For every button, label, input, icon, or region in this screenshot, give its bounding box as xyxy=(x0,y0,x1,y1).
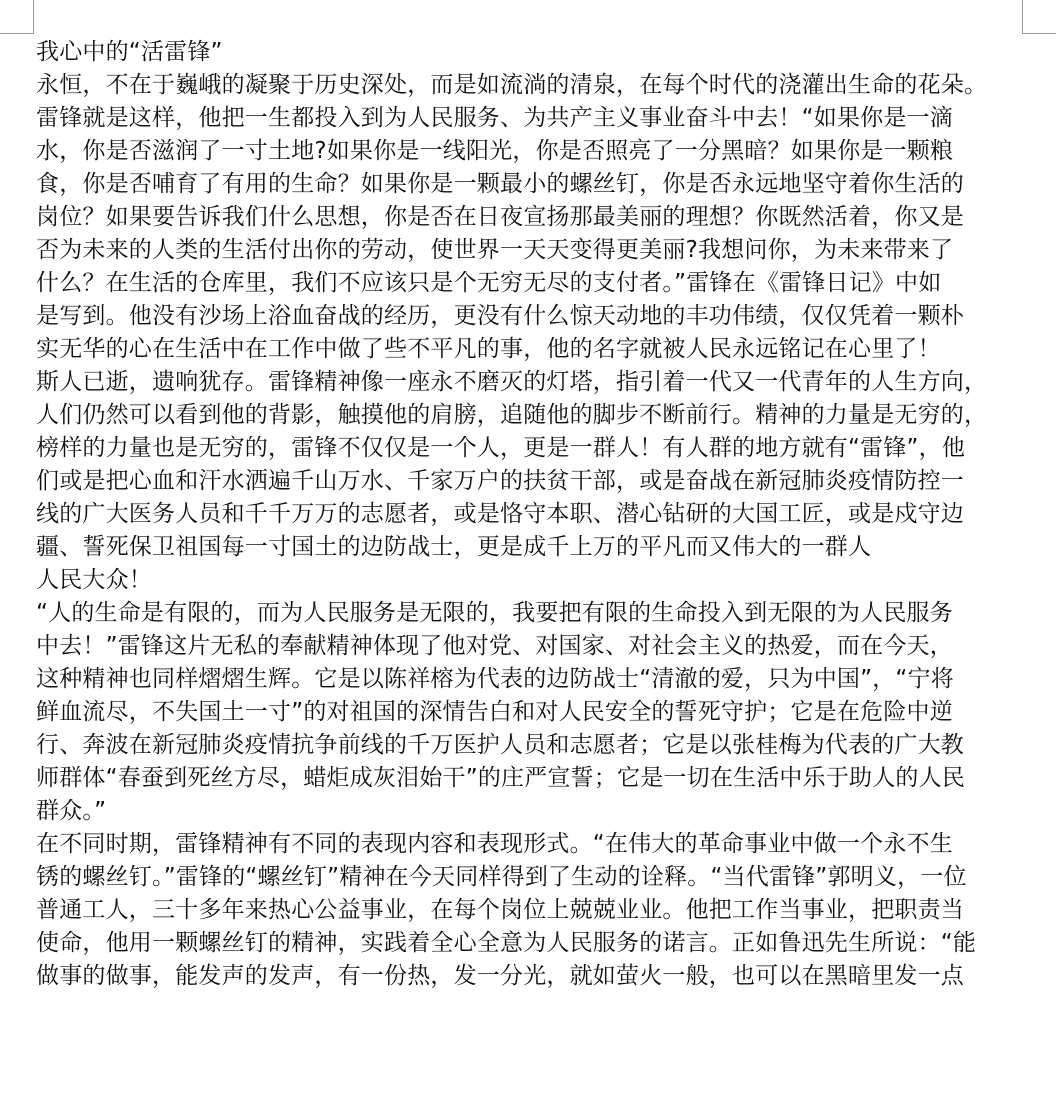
text-line: 行、奔波在新冠肺炎疫情抗争前线的千万医护人员和志愿者；它是以张桂梅为代表的广大教 xyxy=(36,732,964,758)
text-line: 岗位？如果要告诉我们什么思想，你是否在日夜宣扬那最美丽的理想？你既然活着，你又是 xyxy=(36,204,964,230)
text-line: 水，你是否滋润了一寸土地?如果你是一线阳光，你是否照亮了一分黑暗？如果你是一颗粮 xyxy=(36,138,954,164)
page-corner-mark-right xyxy=(1022,0,1056,34)
text-line: 普通工人，三十多年来热心公益事业，在每个岗位上兢兢业业。他把工作当事业，把职责当 xyxy=(36,897,964,923)
text-line: 使命，他用一颗螺丝钉的精神，实践着全心全意为人民服务的诺言。正如鲁迅先生所说：“能 xyxy=(36,930,977,956)
paragraph-3 xyxy=(36,564,1024,597)
paragraph-4 xyxy=(36,597,1024,828)
text-line: 雷锋就是这样，他把一生都投入到为人民服务、为共产主义事业奋斗中去！“如果你是一滴 xyxy=(36,105,953,131)
paragraph-5 xyxy=(36,828,1024,993)
text-line: “人的生命是有限的，而为人民服务是无限的，我要把有限的生命投入到无限的为人民服务 xyxy=(36,600,953,626)
document-title: 我心中的“活雷锋” xyxy=(36,39,223,65)
text-line: 永恒，不在于巍峨的凝聚于历史深处，而是如流淌的清泉，在每个时代的浇灌出生命的花朵。 xyxy=(36,72,988,98)
text-line: 人们仍然可以看到他的背影，触摸他的肩膀，追随他的脚步不断前行。精神的力量是无穷的， xyxy=(36,402,988,428)
text-line: 做事的做事，能发声的发声，有一份热，发一分光，就如萤火一般，也可以在黑暗里发一点 xyxy=(36,963,964,989)
text-line: 们或是把心血和汗水洒遍千山万水、千家万户的扶贫干部，或是奋战在新冠肺炎疫情防控一 xyxy=(36,468,964,494)
text-line: 斯人已逝，遗响犹存。雷锋精神像一座永不磨灭的灯塔，指引着一代又一代青年的人生方向， xyxy=(36,369,988,395)
text-line: 群众。” xyxy=(36,798,107,824)
text-line: 鲜血流尽，不失国土一寸”的对祖国的深情告白和对人民安全的誓死守护；它是在危险中逆 xyxy=(36,699,953,725)
text-line: 在不同时期，雷锋精神有不同的表现内容和表现形式。“在伟大的革命事业中做一个永不生 xyxy=(36,831,953,857)
text-line: 榜样的力量也是无穷的，雷锋不仅仅是一个人，更是一群人！有人群的地方就有“雷锋”，他 xyxy=(36,435,966,461)
text-line: 什么？在生活的仓库里，我们不应该只是个无穷无尽的支付者。”雷锋在《雷锋日记》中如 xyxy=(36,270,942,296)
text-line: 师群体“春蚕到死丝方尽，蜡炬成灰泪始干”的庄严宣誓；它是一切在生活中乐于助人的人民 xyxy=(36,765,966,791)
text-line: 锈的螺丝钉。”雷锋的“螺丝钉”精神在今天同样得到了生动的诠释。“当代雷锋”郭明义，一位 xyxy=(36,864,967,890)
text-line: 这种精神也同样熠熠生辉。它是以陈祥榕为代表的边防战士“清澈的爱，只为中国”，“宁将 xyxy=(36,666,954,692)
paragraph-1 xyxy=(36,69,1024,366)
text-line: 线的广大医务人员和千千万万的志愿者，或是恪守本职、潜心钻研的大国工匠，或是戍守边 xyxy=(36,501,964,527)
text-line: 疆、誓死保卫祖国每一寸国土的边防战士，更是成千上万的平凡而又伟大的一群人 xyxy=(36,534,872,560)
text-line: 否为未来的人类的生活付出你的劳动，使世界一天天变得更美丽?我想问你，为未来带来了 xyxy=(36,237,954,263)
text-line: 实无华的心在生活中在工作中做了些不平凡的事，他的名字就被人民永远铭记在心里了！ xyxy=(36,336,941,362)
text-line: 中去！”雷锋这片无私的奉献精神体现了他对党、对国家、对社会主义的热爱，而在今天， xyxy=(36,633,953,659)
paragraph-2 xyxy=(36,366,1024,564)
text-line: 是写到。他没有沙场上浴血奋战的经历，更没有什么惊天动地的丰功伟绩，仅仅凭着一颗朴 xyxy=(36,303,964,329)
text-line: 食，你是否哺育了有用的生命？如果你是一颗最小的螺丝钉，你是否永远地坚守着你生活的 xyxy=(36,171,964,197)
document-body[interactable] xyxy=(36,36,1024,993)
text-line: 人民大众！ xyxy=(36,567,152,593)
page-corner-mark-left xyxy=(0,0,34,34)
